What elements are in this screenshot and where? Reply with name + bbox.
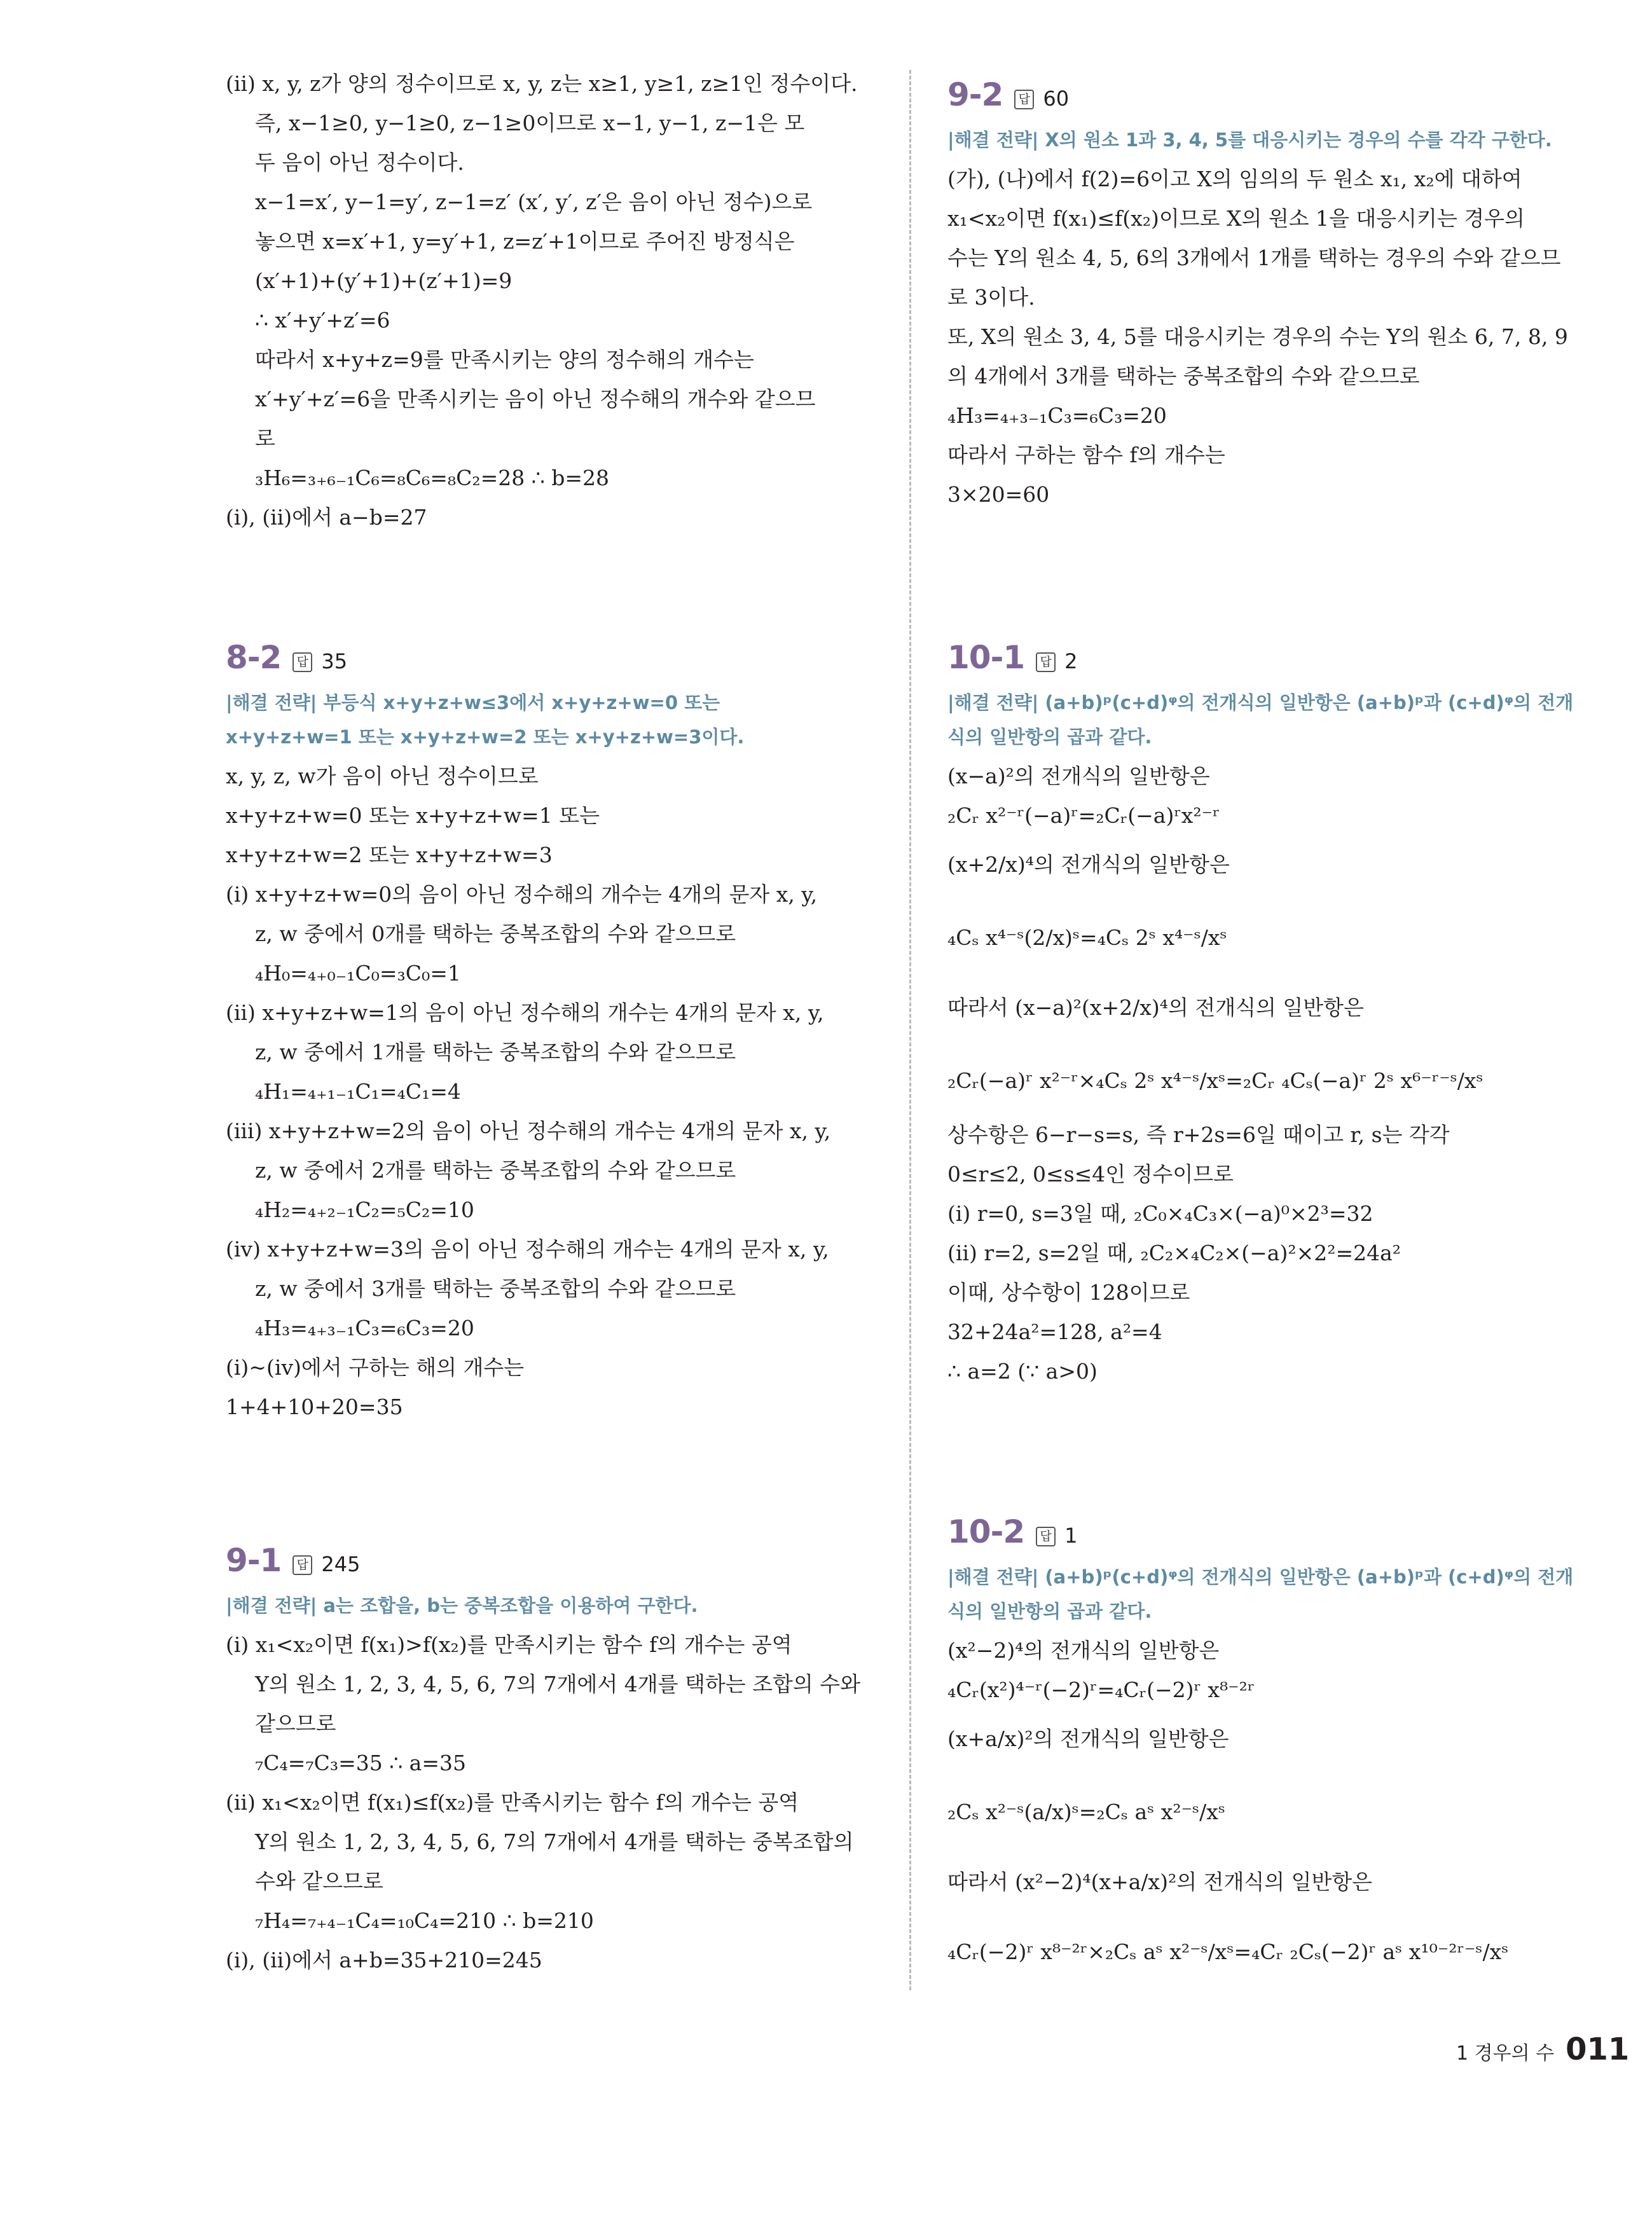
solution-line: ₄Cᵣ(−2)ʳ x⁸⁻²ʳ×₂Cₛ aˢ x²⁻ˢ/xˢ=₄Cᵣ ₂Cₛ(−2)ʳ aˢ x¹⁰⁻²ʳ⁻ˢ/xˢ [947, 1939, 1509, 1964]
solution-line: (ⅱ) r=2, s=2일 때, ₂C₂×₄C₂×(−a)²×2²=24a² [947, 1241, 1401, 1265]
problem-number: 10-1 [947, 639, 1025, 676]
answer-value: 60 [1043, 86, 1070, 111]
problem-header [947, 76, 1069, 117]
strategy-line: |해결 전략| 부등식 x+y+z+w≤3에서 x+y+z+w=0 또는 [226, 692, 720, 713]
solution-line: ₄H₀=₄₊₀₋₁C₀=₃C₀=1 [255, 961, 461, 986]
strategy-line: |해결 전략| a는 조합을, b는 중복조합을 이용하여 구한다. [226, 1595, 698, 1616]
chapter-title: 1 경우의 수 [1456, 2042, 1555, 2065]
solution-line: (ⅱ) x, y, z가 양의 정수이므로 x, y, z는 x≥1, y≥1, z≥1인 정수이다. [226, 71, 858, 96]
solution-line: ∴ x′+y′+z′=6 [255, 308, 390, 333]
problem-header [947, 639, 1077, 680]
strategy-line: |해결 전략| (a+b)ᵖ(c+d)ᵠ의 전개식의 일반항은 (a+b)ᵖ과 (c+d)ᵠ의 전개 [947, 692, 1574, 713]
solution-line: x₁<x₂이면 f(x₁)≤f(x₂)이므로 X의 원소 1을 대응시키는 경우의 [947, 206, 1525, 231]
solution-line: (ⅱ) x₁<x₂이면 f(x₁)≤f(x₂)를 만족시키는 함수 f의 개수는 공역 [226, 1790, 799, 1815]
strategy-line: 식의 일반항의 곱과 같다. [947, 1600, 1152, 1622]
solution-line: x−1=x′, y−1=y′, z−1=z′ (x′, y′, z′은 음이 아닌 정수)으로 [255, 189, 813, 214]
solution-line: (ⅰ), (ⅱ)에서 a−b=27 [226, 505, 427, 530]
column-divider [909, 70, 911, 1990]
solution-line: (ⅰ) r=0, s=3일 때, ₂C₀×₄C₃×(−a)⁰×2³=32 [947, 1201, 1373, 1226]
page-number: 011 [1566, 2032, 1630, 2067]
solution-line: ₄H₁=₄₊₁₋₁C₁=₄C₁=4 [255, 1079, 461, 1104]
problem-number: 9-1 [226, 1542, 282, 1579]
solution-line: 로 3이다. [947, 285, 1035, 310]
answer-value: 1 [1064, 1524, 1078, 1548]
solution-line: 따라서 x+y+z=9를 만족시키는 양의 정수해의 개수는 [255, 347, 754, 372]
solution-line: (x′+1)+(y′+1)+(z′+1)=9 [255, 268, 513, 293]
solution-line: (ⅰ), (ⅱ)에서 a+b=35+210=245 [226, 1948, 542, 1972]
solution-line: 또, X의 원소 3, 4, 5를 대응시키는 경우의 수는 Y의 원소 6, 7, 8, 9 [947, 324, 1568, 349]
solution-line: 즉, x−1≥0, y−1≥0, z−1≥0이므로 x−1, y−1, z−1은 모 [255, 111, 805, 135]
solution-line: 따라서 구하는 함수 f의 개수는 [947, 443, 1225, 467]
solution-line: x+y+z+w=0 또는 x+y+z+w=1 또는 [226, 803, 600, 828]
solution-line: (가), (나)에서 f(2)=6이고 X의 임의의 두 원소 x₁, x₂에 대하여 [947, 167, 1522, 191]
solution-line: (ⅰ)~(ⅳ)에서 구하는 해의 개수는 [226, 1355, 525, 1380]
problem-number: 10-2 [947, 1513, 1025, 1550]
answer-badge: 답 [1014, 90, 1034, 109]
solution-line: (ⅳ) x+y+z+w=3의 음이 아닌 정수해의 개수는 4개의 문자 x, y, [226, 1237, 829, 1262]
solution-line: ₂Cᵣ(−a)ʳ x²⁻ʳ×₄Cₛ 2ˢ x⁴⁻ˢ/xˢ=₂Cᵣ ₄Cₛ(−a)ʳ 2ˢ x⁶⁻ʳ⁻ˢ/xˢ [947, 1068, 1483, 1093]
problem-header [226, 639, 347, 680]
solution-line: ₄H₂=₄₊₂₋₁C₂=₅C₂=10 [255, 1197, 474, 1222]
solution-line: 이때, 상수항이 128이므로 [947, 1280, 1190, 1305]
problem-header [947, 1513, 1077, 1554]
solution-line: ₄H₃=₄₊₃₋₁C₃=₆C₃=20 [947, 403, 1167, 428]
solution-line: ₂Cₛ x²⁻ˢ(a/x)ˢ=₂Cₛ aˢ x²⁻ˢ/xˢ [947, 1800, 1225, 1824]
solution-line: 1+4+10+20=35 [226, 1394, 403, 1419]
solution-line: 따라서 (x²−2)⁴(x+a/x)²의 전개식의 일반항은 [947, 1869, 1373, 1894]
solution-line: (x²−2)⁴의 전개식의 일반항은 [947, 1638, 1220, 1663]
answer-badge: 답 [293, 1555, 312, 1575]
solution-line: 3×20=60 [947, 482, 1050, 507]
solution-line: (ⅰ) x+y+z+w=0의 음이 아닌 정수해의 개수는 4개의 문자 x, y, [226, 882, 818, 907]
solution-line: 같으므로 [255, 1711, 336, 1736]
solution-line: (x+2/x)⁴의 전개식의 일반항은 [947, 852, 1230, 877]
solution-line: Y의 원소 1, 2, 3, 4, 5, 6, 7의 7개에서 4개를 택하는 조합의 수와 [255, 1672, 860, 1697]
solution-line: 32+24a²=128, a²=4 [947, 1319, 1162, 1344]
solution-line: (ⅱ) x+y+z+w=1의 음이 아닌 정수해의 개수는 4개의 문자 x, y, [226, 1000, 824, 1025]
problem-number: 8-2 [226, 639, 282, 676]
solution-line: 의 4개에서 3개를 택하는 중복조합의 수와 같으므로 [947, 364, 1420, 389]
solution-line: ₄Cₛ x⁴⁻ˢ(2/x)ˢ=₄Cₛ 2ˢ x⁴⁻ˢ/xˢ [947, 925, 1227, 950]
solution-line: z, w 중에서 0개를 택하는 중복조합의 수와 같으므로 [255, 921, 736, 946]
solution-line: z, w 중에서 3개를 택하는 중복조합의 수와 같으므로 [255, 1276, 736, 1301]
problem-header [226, 1542, 360, 1583]
solution-line: (x+a/x)²의 전개식의 일반항은 [947, 1726, 1229, 1751]
strategy-line: 식의 일반항의 곱과 같다. [947, 726, 1152, 748]
solution-line: ₇C₄=₇C₃=35 ∴ a=35 [255, 1751, 466, 1775]
solution-line: ₄Cᵣ(x²)⁴⁻ʳ(−2)ʳ=₄Cᵣ(−2)ʳ x⁸⁻²ʳ [947, 1677, 1255, 1702]
strategy-line: |해결 전략| (a+b)ᵖ(c+d)ᵠ의 전개식의 일반항은 (a+b)ᵖ과 (c+d)ᵠ의 전개 [947, 1566, 1574, 1588]
solution-line: x+y+z+w=2 또는 x+y+z+w=3 [226, 843, 553, 867]
solution-line: Y의 원소 1, 2, 3, 4, 5, 6, 7의 7개에서 4개를 택하는 중복조합의 [255, 1829, 854, 1854]
solution-line: ₄H₃=₄₊₃₋₁C₃=₆C₃=20 [255, 1316, 474, 1340]
solution-line: 놓으면 x=x′+1, y=y′+1, z=z′+1이므로 주어진 방정식은 [255, 229, 795, 254]
answer-badge: 답 [1036, 652, 1056, 672]
problem-number: 9-2 [947, 76, 1003, 113]
solution-line: 따라서 (x−a)²(x+2/x)⁴의 전개식의 일반항은 [947, 995, 1364, 1020]
answer-badge: 답 [293, 652, 312, 672]
solution-line: 로 [255, 426, 275, 451]
strategy-line: x+y+z+w=1 또는 x+y+z+w=2 또는 x+y+z+w=3이다. [226, 726, 745, 748]
solution-line: 0≤r≤2, 0≤s≤4인 정수이므로 [947, 1162, 1234, 1187]
answer-value: 245 [321, 1552, 361, 1576]
answer-badge: 답 [1036, 1527, 1056, 1546]
solution-line: x, y, z, w가 음이 아닌 정수이므로 [226, 764, 539, 788]
solution-line: 두 음이 아닌 정수이다. [255, 150, 464, 175]
solution-line: ₇H₄=₇₊₄₋₁C₄=₁₀C₄=210 ∴ b=210 [255, 1908, 594, 1933]
solution-line: 수는 Y의 원소 4, 5, 6의 3개에서 1개를 택하는 경우의 수와 같으므 [947, 245, 1561, 270]
solution-line: (x−a)²의 전개식의 일반항은 [947, 764, 1210, 788]
answer-value: 35 [321, 649, 348, 673]
solution-line: x′+y′+z′=6을 만족시키는 음이 아닌 정수해의 개수와 같으므 [255, 387, 816, 411]
solution-line: ₂Cᵣ x²⁻ʳ(−a)ʳ=₂Cᵣ(−a)ʳx²⁻ʳ [947, 803, 1220, 828]
strategy-line: |해결 전략| X의 원소 1과 3, 4, 5를 대응시키는 경우의 수를 각각 구한다. [947, 129, 1552, 151]
page-footer [1456, 2032, 1629, 2067]
solution-line: z, w 중에서 1개를 택하는 중복조합의 수와 같으므로 [255, 1040, 736, 1064]
solution-line: ₃H₆=₃₊₆₋₁C₆=₈C₆=₈C₂=28 ∴ b=28 [255, 465, 609, 490]
solution-line: (ⅲ) x+y+z+w=2의 음이 아닌 정수해의 개수는 4개의 문자 x, y, [226, 1118, 831, 1143]
answer-value: 2 [1064, 649, 1078, 673]
solution-line: z, w 중에서 2개를 택하는 중복조합의 수와 같으므로 [255, 1158, 736, 1183]
solution-line: 상수항은 6−r−s=s, 즉 r+2s=6일 때이고 r, s는 각각 [947, 1122, 1450, 1147]
solution-line: ∴ a=2 (∵ a>0) [947, 1359, 1098, 1384]
solution-line: 수와 같으므로 [255, 1869, 383, 1894]
solution-line: (ⅰ) x₁<x₂이면 f(x₁)>f(x₂)를 만족시키는 함수 f의 개수는 공역 [226, 1632, 792, 1657]
